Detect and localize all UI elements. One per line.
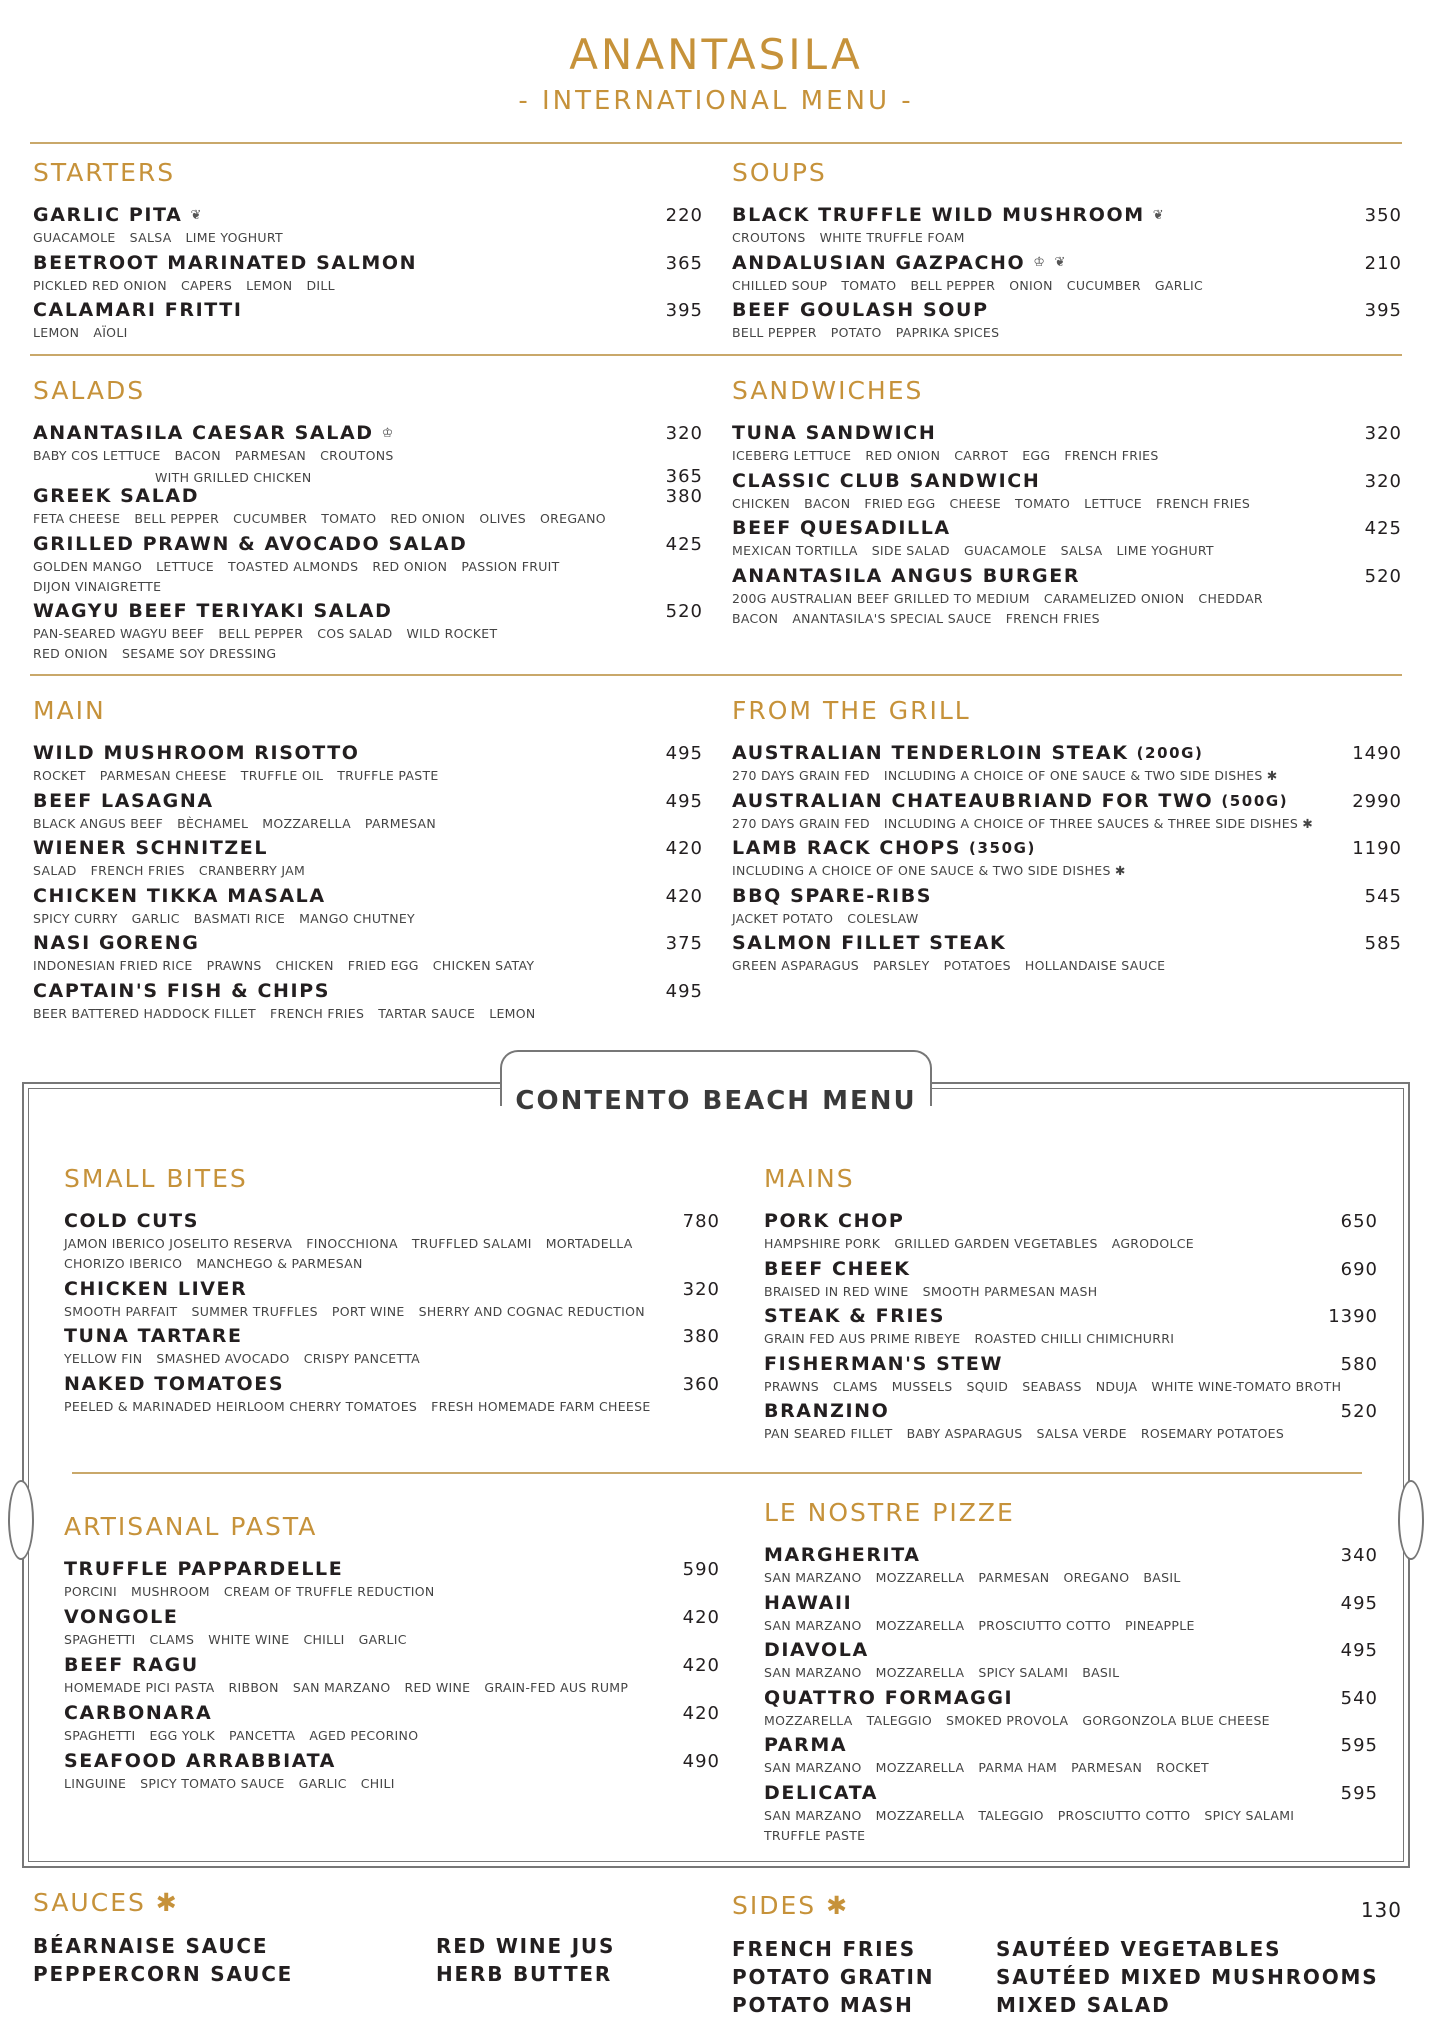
item-description: CHORIZO IBERICO MANCHEGO & PARMESAN [64,1256,363,1271]
menu-item [732,790,1402,834]
section-heading-salads: SALADS [33,376,146,405]
menu-item [732,252,1402,296]
item-description: SPAGHETTI CLAMS WHITE WINE CHILLI GARLIC [64,1632,407,1647]
item-name: STEAK & FRIES [764,1305,945,1327]
item-description: 200G AUSTRALIAN BEEF GRILLED TO MEDIUM CARAMELIZED ONION CHEDDAR [732,590,1263,606]
item-description: LINGUINE SPICY TOMATO SAUCE GARLIC CHILI [64,1776,395,1791]
item-name: CHICKEN TIKKA MASALA [33,884,326,907]
item-price: 580 [1340,1353,1378,1375]
item-price: 340 [1340,1545,1378,1566]
menu-item [33,932,703,976]
item-name: GARLIC PITA ❦ [33,204,203,226]
item-description: PORCINI MUSHROOM CREAM OF TRUFFLE REDUCTION [64,1584,435,1599]
item-name: DELICATA [764,1781,879,1804]
sides-price: 130 [1360,1898,1402,1922]
menu-item [764,1400,1378,1444]
item-name: CLASSIC CLUB SANDWICH [732,469,1041,492]
menu-item [33,533,703,597]
menu-item [33,837,703,881]
item-price: 320 [1364,423,1402,444]
menu-item [64,1373,720,1417]
item-price: 1390 [1328,1306,1378,1327]
item-name: BEETROOT MARINATED SALMON [33,251,418,274]
vegetarian-leaf-icon: ❦ [1152,207,1166,223]
item-description: RED ONION SESAME SOY DRESSING [33,646,277,661]
item-description: CHILLED SOUP TOMATO BELL PEPPER ONION CUCUMBER GARLIC [732,277,1204,293]
item-description: 270 DAYS GRAIN FED INCLUDING A CHOICE OF ONE SAUCE & TWO SIDE DISHES ✱ [732,768,1278,783]
item-price: 540 [1340,1687,1378,1709]
item-name: AUSTRALIAN TENDERLOIN STEAK (200G) [732,742,1204,764]
menu-item [764,1687,1378,1731]
item-description: LEMON AÏOLI [33,325,128,340]
section-heading-mains: MAINS [764,1164,855,1193]
menu-item [64,1325,720,1369]
item-price: 495 [1340,1592,1378,1614]
item-description: HOMEMADE PICI PASTA RIBBON SAN MARZANO RED WINE GRAIN-FED AUS RUMP [64,1680,629,1695]
item-name: ANANTASILA CAESAR SALAD ♔ [33,422,395,444]
section-heading-sandwiches: SANDWICHES [732,376,924,405]
item-description: CROUTONS WHITE TRUFFLE FOAM [732,230,965,245]
menu-item [732,299,1402,343]
item-description: BABY COS LETTUCE BACON PARMESAN CROUTONS [33,448,394,463]
menu-item [732,742,1402,786]
item-name: TUNA SANDWICH [732,422,937,444]
item-price: 2990 [1352,790,1402,812]
side-item: FRENCH FRIES [732,1937,917,1961]
item-name: CHICKEN LIVER [64,1277,248,1300]
item-name: CALAMARI FRITTI [33,299,243,321]
item-name: BLACK TRUFFLE WILD MUSHROOM ❦ [732,204,1166,226]
item-name: TUNA TARTARE [64,1325,243,1347]
divider [30,142,1402,144]
item-price: 495 [1340,1640,1378,1661]
item-description: SAN MARZANO MOZZARELLA PROSCIUTTO COTTO PINEAPPLE [764,1617,1195,1633]
item-name: VONGOLE [64,1606,179,1628]
item-name: FISHERMAN'S STEW [764,1352,1004,1375]
item-description: JACKET POTATO COLESLAW [732,910,919,926]
menu-item [732,204,1402,248]
item-price: 420 [682,1607,720,1628]
item-price: 380 [665,486,703,507]
frame-ornament-left [8,1480,34,1560]
item-description: PAN-SEARED WAGYU BEEF BELL PEPPER COS SALAD WILD ROCKET [33,626,498,641]
item-description: ICEBERG LETTUCE RED ONION CARROT EGG FRENCH FRIES [732,448,1159,463]
item-name: WILD MUSHROOM RISOTTO [33,742,360,764]
item-price: 590 [682,1559,720,1580]
item-description: DIJON VINAIGRETTE [33,578,162,594]
item-price: 490 [682,1751,720,1772]
item-name: BEEF QUESADILLA [732,517,951,539]
item-price: 320 [1364,470,1402,492]
sauce-item: HERB BUTTER [436,1962,613,1986]
item-name: WAGYU BEEF TERIYAKI SALAD [33,600,393,622]
chef-hat-icon: ♔ [1033,255,1047,270]
item-name: COLD CUTS [64,1210,200,1232]
item-name: NAKED TOMATOES [64,1372,285,1395]
menu-item [64,1702,720,1746]
item-description: BRAISED IN RED WINE SMOOTH PARMESAN MASH [764,1283,1098,1299]
item-price: 595 [1340,1782,1378,1804]
menu-item [33,790,703,834]
side-item: SAUTÉED VEGETABLES [996,1937,1282,1961]
menu-title: ANANTASILA [569,30,863,79]
item-description: ROCKET PARMESAN CHEESE TRUFFLE OIL TRUFFLE PASTE [33,768,439,783]
section-heading-grill: FROM THE GRILL [732,696,971,725]
item-description: SPICY CURRY GARLIC BASMATI RICE MANGO CHUTNEY [33,910,415,926]
item-description: MOZZARELLA TALEGGIO SMOKED PROVOLA GORGONZOLA BLUE CHEESE [764,1712,1270,1728]
sauces-col-1 [33,1932,293,1988]
item-description: GREEN ASPARAGUS PARSLEY POTATOES HOLLANDAISE SAUCE [732,958,1166,973]
section-heading-main: MAIN [33,696,106,725]
side-item: POTATO GRATIN [732,1965,935,1989]
vegetarian-leaf-icon: ❦ [1054,255,1068,270]
sides-col-1 [732,1935,934,2019]
sauce-item: BÉARNAISE SAUCE [33,1934,269,1958]
item-description: PRAWNS CLAMS MUSSELS SQUID SEABASS NDUJA WHITE WINE-TOMATO BROTH [764,1378,1342,1394]
item-price: 1490 [1352,743,1402,764]
item-price: 495 [665,790,703,812]
menu-item [64,1606,720,1650]
item-name: SEAFOOD ARRABBIATA [64,1750,336,1772]
sides-col-2 [996,1935,1378,2019]
item-price: 420 [682,1655,720,1676]
item-price: 520 [665,601,703,622]
item-price: 595 [1340,1735,1378,1756]
item-price: 220 [665,205,703,226]
item-name: BEEF RAGU [64,1654,199,1676]
side-item: SAUTÉED MIXED MUSHROOMS [996,1965,1379,1989]
item-name: GRILLED PRAWN & AVOCADO SALAD [33,532,468,555]
item-name: TRUFFLE PAPPARDELLE [64,1558,344,1580]
item-name: AUSTRALIAN CHATEAUBRIAND FOR TWO (500G) [732,789,1289,812]
item-name: QUATTRO FORMAGGI [764,1686,1014,1709]
vegetarian-leaf-icon: ❦ [190,207,203,223]
item-price: 425 [1364,518,1402,539]
divider [72,1472,1362,1474]
item-price: 395 [665,300,703,321]
item-price: 585 [1364,933,1402,954]
item-description: BEER BATTERED HADDOCK FILLET FRENCH FRIES TARTAR SAUCE LEMON [33,1005,536,1021]
item-name: DIAVOLA [764,1639,869,1661]
menu-item [33,252,703,296]
menu-item [764,1639,1378,1683]
sauce-item: PEPPERCORN SAUCE [33,1962,294,1986]
item-option: WITH GRILLED CHICKEN [155,470,312,485]
menu-item [764,1544,1378,1588]
item-description: SAN MARZANO MOZZARELLA PARMESAN OREGANO BASIL [764,1570,1181,1585]
item-name: NASI GORENG [33,932,200,954]
item-name: ANDALUSIAN GAZPACHO ♔ ❦ [732,251,1068,274]
item-price: 650 [1340,1211,1378,1232]
menu-item [732,885,1402,929]
item-description: FETA CHEESE BELL PEPPER CUCUMBER TOMATO RED ONION OLIVES OREGANO [33,511,606,526]
divider [30,674,1402,676]
chef-hat-icon: ♔ [381,425,395,441]
item-description: JAMON IBERICO JOSELITO RESERVA FINOCCHIONA TRUFFLED SALAMI MORTADELLA [64,1236,633,1251]
item-price: 360 [682,1373,720,1395]
menu-item [64,1558,720,1602]
item-description: CHICKEN BACON FRIED EGG CHEESE TOMATO LETTUCE FRENCH FRIES [732,495,1251,511]
menu-item [33,742,703,786]
item-description: 270 DAYS GRAIN FED INCLUDING A CHOICE OF THREE SAUCES & THREE SIDE DISHES ✱ [732,815,1314,831]
item-description: YELLOW FIN SMASHED AVOCADO CRISPY PANCETTA [64,1351,421,1366]
section-heading-soups: SOUPS [732,158,827,187]
menu-item [764,1305,1378,1349]
item-description: SPAGHETTI EGG YOLK PANCETTA AGED PECORINO [64,1728,419,1743]
section-heading-starters: STARTERS [33,158,176,187]
menu-item [764,1258,1378,1302]
item-price: 495 [665,743,703,764]
item-price: 320 [665,423,703,444]
item-description: MEXICAN TORTILLA SIDE SALAD GUACAMOLE SALSA LIME YOGHURT [732,543,1214,558]
item-price: 545 [1364,885,1402,907]
menu-item [764,1734,1378,1778]
menu-item [33,485,703,529]
menu-item [33,980,703,1024]
menu-item [732,517,1402,561]
item-price: 375 [665,933,703,954]
item-description: BACON ANANTASILA'S SPECIAL SAUCE FRENCH FRIES [732,610,1100,626]
item-name: BEEF CHEEK [764,1257,911,1280]
frame-ornament-right [1398,1480,1424,1560]
divider [30,354,1402,356]
menu-item [764,1782,1378,1846]
sauces-col-2 [436,1932,615,1988]
item-price: 210 [1364,252,1402,274]
item-name: HAWAII [764,1591,853,1614]
item-name: CAPTAIN'S FISH & CHIPS [33,979,331,1002]
section-heading-sauces: SAUCES ✱ [33,1888,179,1917]
item-name: PORK CHOP [764,1210,905,1232]
menu-item [64,1750,720,1794]
menu-item [64,1278,720,1322]
item-option-price: 365 [665,466,703,487]
item-price: 425 [665,533,703,555]
beach-menu-title: CONTENTO BEACH MENU [515,1086,917,1116]
section-heading-pasta: ARTISANAL PASTA [64,1512,318,1541]
menu-item [764,1353,1378,1397]
item-name: GREEK SALAD [33,485,200,507]
item-description: PICKLED RED ONION CAPERS LEMON DILL [33,277,335,293]
menu-item [732,422,1402,466]
item-name: BEEF LASAGNA [33,789,214,812]
side-item: POTATO MASH [732,1993,914,2017]
item-price: 320 [682,1278,720,1300]
item-description: BLACK ANGUS BEEF BÈCHAMEL MOZZARELLA PARMESAN [33,815,437,831]
item-name: BRANZINO [764,1400,890,1422]
item-price: 420 [682,1703,720,1724]
item-description: GUACAMOLE SALSA LIME YOGHURT [33,230,283,245]
item-name: BBQ SPARE-RIBS [732,884,933,907]
menu-item [33,299,703,343]
item-name: WIENER SCHNITZEL [33,837,269,859]
menu-item [732,932,1402,976]
item-price: 350 [1364,205,1402,226]
menu-item [33,600,703,664]
item-description: GOLDEN MANGO LETTUCE TOASTED ALMONDS RED ONION PASSION FRUIT [33,558,560,574]
item-name: PARMA [764,1734,848,1756]
item-price: 365 [665,252,703,274]
item-price: 380 [682,1326,720,1347]
item-name: BEEF GOULASH SOUP [732,299,989,321]
menu-item [732,837,1402,881]
item-price: 780 [682,1211,720,1232]
item-price: 495 [665,980,703,1002]
item-name: CARBONARA [64,1702,213,1724]
item-description: TRUFFLE PASTE [764,1827,866,1843]
item-description: PEELED & MARINADED HEIRLOOM CHERRY TOMATOES FRESH HOMEMADE FARM CHEESE [64,1398,651,1414]
item-description: GRAIN FED AUS PRIME RIBEYE ROASTED CHILLI CHIMICHURRI [764,1331,1175,1346]
item-description: SAN MARZANO MOZZARELLA PARMA HAM PARMESAN ROCKET [764,1760,1209,1775]
menu-item [33,885,703,929]
section-heading-pizze: LE NOSTRE PIZZE [764,1498,1015,1527]
item-description: SALAD FRENCH FRIES CRANBERRY JAM [33,863,306,878]
menu-item [764,1592,1378,1636]
item-description: SAN MARZANO MOZZARELLA TALEGGIO PROSCIUTTO COTTO SPICY SALAMI [764,1807,1295,1823]
menu-item [64,1210,720,1274]
menu-item [732,565,1402,629]
section-heading-small-bites: SMALL BITES [64,1164,248,1193]
menu-item [732,470,1402,514]
sauce-item: RED WINE JUS [436,1934,616,1958]
item-name: ANANTASILA ANGUS BURGER [732,564,1081,587]
section-heading-sides: SIDES ✱ [732,1891,850,1920]
item-price: 690 [1340,1258,1378,1280]
item-price: 520 [1364,565,1402,587]
menu-item [33,204,703,248]
item-name: LAMB RACK CHOPS (350G) [732,837,1036,859]
item-price: 420 [665,838,703,859]
item-description: BELL PEPPER POTATO PAPRIKA SPICES [732,325,1000,340]
item-price: 395 [1364,300,1402,321]
item-price: 1190 [1352,838,1402,859]
item-description: HAMPSHIRE PORK GRILLED GARDEN VEGETABLES AGRODOLCE [764,1236,1194,1251]
menu-item [764,1210,1378,1254]
item-description: SAN MARZANO MOZZARELLA SPICY SALAMI BASIL [764,1665,1120,1680]
salad-caesar [33,422,703,486]
item-description: INCLUDING A CHOICE OF ONE SAUCE & TWO SIDE DISHES ✱ [732,863,1126,878]
menu-item [64,1654,720,1698]
menu-subtitle: - INTERNATIONAL MENU - [518,86,914,116]
item-description: INDONESIAN FRIED RICE PRAWNS CHICKEN FRIED EGG CHICKEN SATAY [33,958,535,973]
item-price: 420 [665,885,703,907]
item-name: SALMON FILLET STEAK [732,932,1007,954]
side-item: MIXED SALAD [996,1993,1171,2017]
item-description: SMOOTH PARFAIT SUMMER TRUFFLES PORT WINE SHERRY AND COGNAC REDUCTION [64,1303,645,1319]
item-description: PAN SEARED FILLET BABY ASPARAGUS SALSA VERDE ROSEMARY POTATOES [764,1426,1285,1441]
item-price: 520 [1340,1401,1378,1422]
item-name: MARGHERITA [764,1544,921,1566]
